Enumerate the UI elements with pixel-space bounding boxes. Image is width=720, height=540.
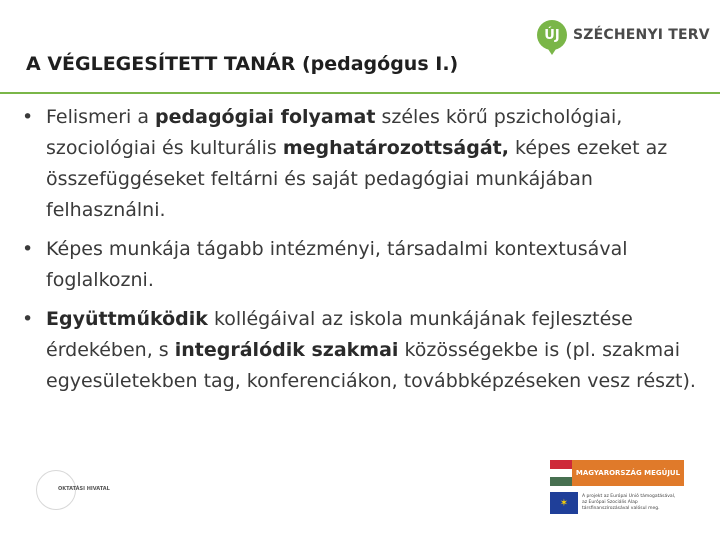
bullet-dot: • (22, 238, 34, 260)
eu-flag-icon: ✶ (550, 492, 578, 514)
bullet-dot: • (22, 106, 34, 128)
hungarian-flag-icon (550, 460, 572, 486)
eu-funding-block (550, 460, 684, 514)
text-segment: kollégáival az iskola munkájának fejlesztése érdekében, s (46, 308, 633, 361)
bold-phrase: pedagógiai folyamat (155, 106, 376, 128)
text-segment: széles körű pszichológiai, szociológiai és kulturális (46, 106, 623, 159)
bullet-item (22, 234, 716, 296)
bullet-item (22, 304, 716, 397)
text-segment: képes ezeket az összefüggéseket feltárni és saját pedagógiai munkájában felhasználni. (46, 137, 668, 221)
text-segment: közösségekbe is (pl. szakmai egyesületekben tag, konferenciákon, továbbképzéseken vesz részt). (46, 339, 696, 392)
bullet-text (46, 106, 667, 221)
bullet-text (46, 238, 628, 291)
bullet-text (46, 308, 696, 392)
bullet-list (22, 102, 716, 405)
oh-logo-text: OKTATÁSI HIVATAL (58, 486, 110, 492)
title-divider (0, 92, 720, 94)
logo-badge: ÚJ (537, 20, 567, 50)
eu-row (550, 492, 684, 514)
magyarorszag-megujul-banner (550, 460, 684, 486)
text-segment: Képes munkája tágabb intézményi, társadalmi kontextusával foglalkozni. (46, 238, 628, 291)
banner-text: MAGYARORSZÁG MEGÚJUL (572, 460, 684, 486)
bullet-item (22, 102, 716, 226)
logo-text: SZÉCHENYI TERV (573, 27, 710, 43)
bullet-dot: • (22, 308, 34, 330)
szechenyi-terv-logo (537, 18, 710, 52)
text-segment: Felismeri a (46, 106, 156, 128)
slide-title: A VÉGLEGESÍTETT TANÁR (pedagógus I.) (26, 53, 459, 75)
bold-phrase: Együttműködik (46, 308, 208, 330)
bold-phrase: meghatározottságát, (282, 137, 509, 159)
bold-phrase: integrálódik szakmai (174, 339, 399, 361)
eu-funding-text: A projekt az Európai Unió támogatásával, az Európai Szociális Alap társfinanszírozásával valósul meg. (582, 494, 676, 511)
